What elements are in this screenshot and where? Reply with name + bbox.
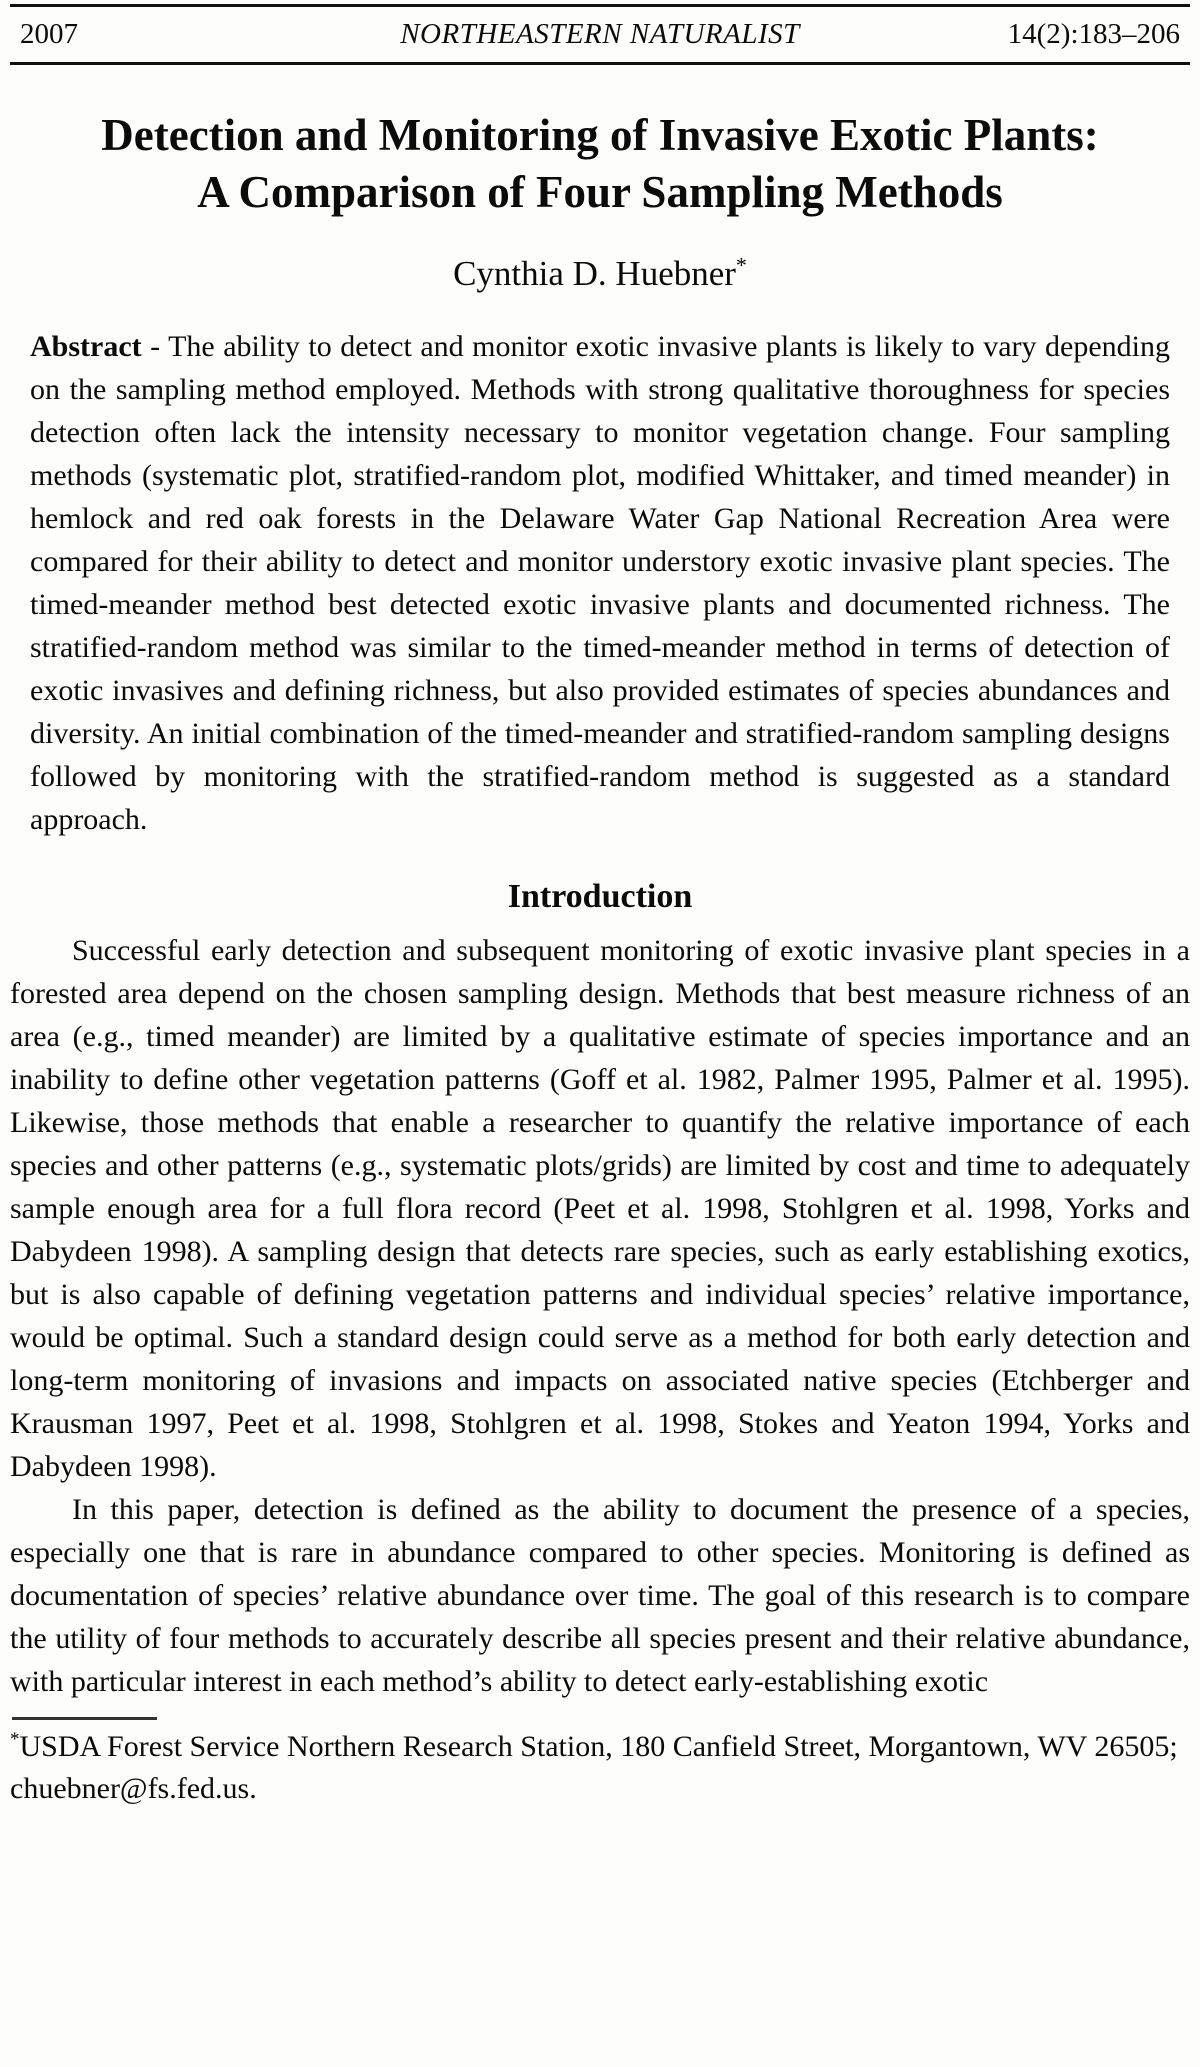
author-name: Cynthia D. Huebner bbox=[453, 254, 736, 293]
journal-header-row bbox=[10, 7, 1190, 62]
footnote-marker: * bbox=[10, 1729, 20, 1750]
paper-title-line-2: A Comparison of Four Sampling Methods bbox=[197, 167, 1003, 217]
section-heading-introduction: Introduction bbox=[507, 878, 693, 915]
footnote-text: USDA Forest Service Northern Research Station, 180 Canfield Street, Morgantown, WV 26505; chuebner@fs.fed.us. bbox=[10, 1730, 1178, 1805]
journal-header bbox=[10, 4, 1190, 65]
introduction-paragraph-2: In this paper, detection is defined as the ability to document the presence of a species, especially one that is rare in abundance compared to other species. Monitoring is defined as documentation of species’ relative abundance over time. The goal of this research is to compare the utility of four methods to accurately describe all species present and their relative abundance, with particular interest in each method’s ability to detect early-establishing exotic bbox=[10, 1493, 1190, 1698]
author-footnote-marker: * bbox=[735, 252, 747, 278]
journal-year: 2007 bbox=[20, 18, 78, 50]
abstract-label: Abstract bbox=[30, 330, 142, 363]
abstract bbox=[30, 325, 1170, 841]
journal-name: NORTHEASTERN NATURALIST bbox=[400, 18, 800, 50]
abstract-separator: - bbox=[141, 330, 169, 363]
footnote bbox=[10, 1726, 1190, 1810]
paper-title bbox=[28, 107, 1172, 221]
footnote-rule bbox=[12, 1717, 157, 1720]
abstract-text: The ability to detect and monitor exotic invasive plants is likely to vary depending on the sampling method employed. Methods with strong qualitative thoroughness for species detection often lack the intensity necessary to monitor vegetation change. Four sampling methods (systematic plot, stratified-random plot, modified Whittaker, and timed meander) in hemlock and red oak forests in the Delaware Water Gap National Recreation Area were compared for their ability to detect and monitor understory exotic invasive plant species. The timed-meander method best detected exotic invasive plants and documented richness. The stratified-random method was similar to the timed-meander method in terms of detection of exotic invasives and defining richness, but also provided estimates of species abundances and diversity. An initial combination of the timed-meander and stratified-random sampling designs followed by monitoring with the stratified-random method is suggested as a standard approach. bbox=[30, 330, 1170, 836]
journal-citation: 14(2):183–206 bbox=[1007, 18, 1180, 50]
paper-title-line-1: Detection and Monitoring of Invasive Exotic Plants: bbox=[101, 110, 1099, 160]
author-line bbox=[8, 253, 1192, 295]
introduction-paragraph-1: Successful early detection and subsequent monitoring of exotic invasive plant species in a forested area depend on the chosen sampling design. Methods that best measure richness of an area (e.g., timed meander) are limited by a qualitative estimate of species importance and an inability to define other vegetation patterns (Goff et al. 1982, Palmer 1995, Palmer et al. 1995). Likewise, those methods that enable a researcher to quantify the relative importance of each species and other patterns (e.g., systematic plots/grids) are limited by cost and time to adequately sample enough area for a full flora record (Peet et al. 1998, Stohlgren et al. 1998, Yorks and Dabydeen 1998). A sampling design that detects rare species, such as early establishing exotics, but is also capable of defining vegetation patterns and individual species’ relative importance, would be optimal. Such a standard design could serve as a method for both early detection and long-term monitoring of invasions and impacts on associated native species (Etchberger and Krausman 1997, Peet et al. 1998, Stohlgren et al. 1998, Stokes and Yeaton 1994, Yorks and Dabydeen 1998). bbox=[10, 934, 1190, 1483]
